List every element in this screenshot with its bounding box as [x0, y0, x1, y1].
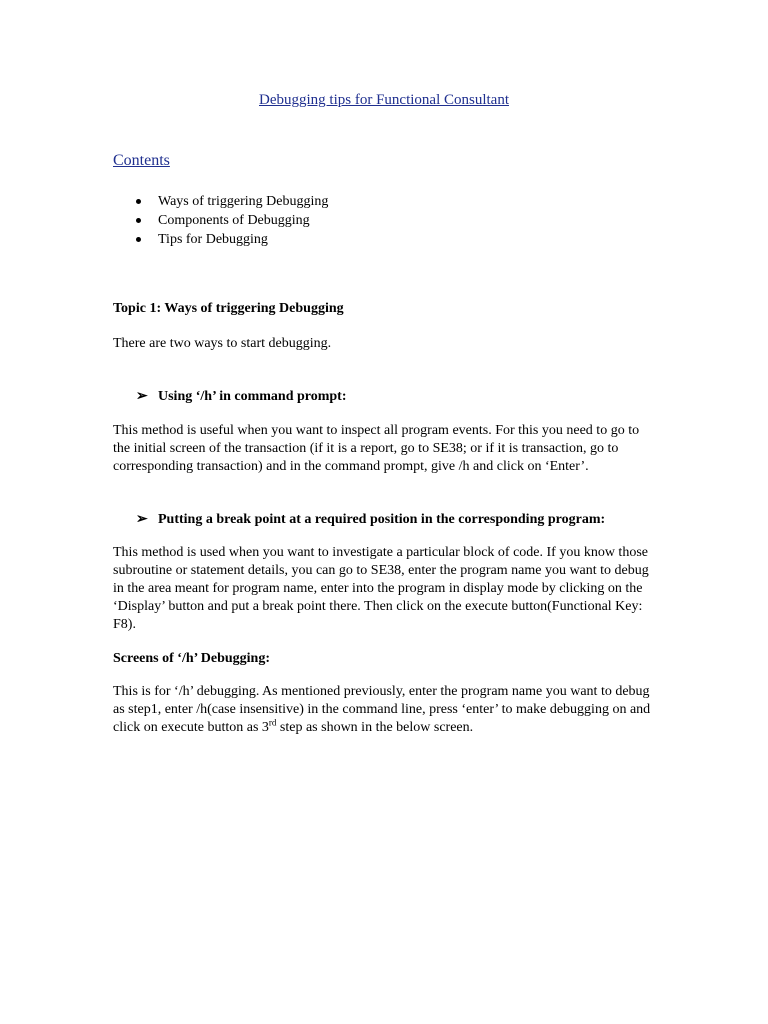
contents-item [113, 230, 328, 249]
method1-heading [113, 388, 676, 406]
arrow-bullet-icon: ➢ [136, 512, 148, 527]
contents-heading: Contents [113, 152, 170, 169]
topic1-heading: Topic 1: Ways of triggering Debugging [113, 301, 344, 316]
bullet-icon [136, 218, 141, 223]
screens-text-part2: step as shown in the below screen. [276, 720, 474, 735]
contents-item-label: Ways of triggering Debugging [158, 194, 329, 209]
topic1-intro: There are two ways to start debugging. [113, 336, 332, 351]
contents-item-label: Components of Debugging [158, 213, 310, 228]
method1-text: This method is useful when you want to inspect all program events. For this you need to go to the initial screen of the transaction (if it is a report, go to SE38; or if it is transaction, go to corresponding transaction) and in the command prompt, give /h and click on ‘Enter’. [113, 423, 640, 474]
arrow-bullet-icon: ➢ [136, 389, 148, 404]
screens-text [113, 683, 653, 737]
method2-heading-label: Putting a break point at a required position in the corresponding program: [158, 512, 606, 527]
contents-item [113, 192, 328, 211]
screens-text-superscript: rd [268, 717, 277, 728]
screens-heading: Screens of ‘/h’ Debugging: [113, 651, 270, 666]
bullet-icon [136, 199, 141, 204]
contents-list [113, 192, 328, 249]
method2-text: This method is used when you want to investigate a particular block of code. If you know those subroutine or statement details, you can go to SE38, enter the program name you want to debug in the area meant for program name, enter into the program in display mode by clicking on the ‘Display’ button and put a break point there. Then click on the execute button(Functional Key: F8). [113, 545, 649, 632]
bullet-icon [136, 237, 141, 242]
contents-item-label: Tips for Debugging [158, 232, 268, 247]
method1-heading-label: Using ‘/h’ in command prompt: [158, 389, 347, 404]
document-title: Debugging tips for Functional Consultant [259, 92, 509, 108]
screens-text-part1: This is for ‘/h’ debugging. As mentioned previously, enter the program name you want to debug as step1, enter /h(case insensitive) in the command line, press ‘enter’ to make debugging on and click on execute button as 3 [113, 684, 651, 735]
method2-heading [113, 511, 676, 529]
contents-item [113, 211, 328, 230]
